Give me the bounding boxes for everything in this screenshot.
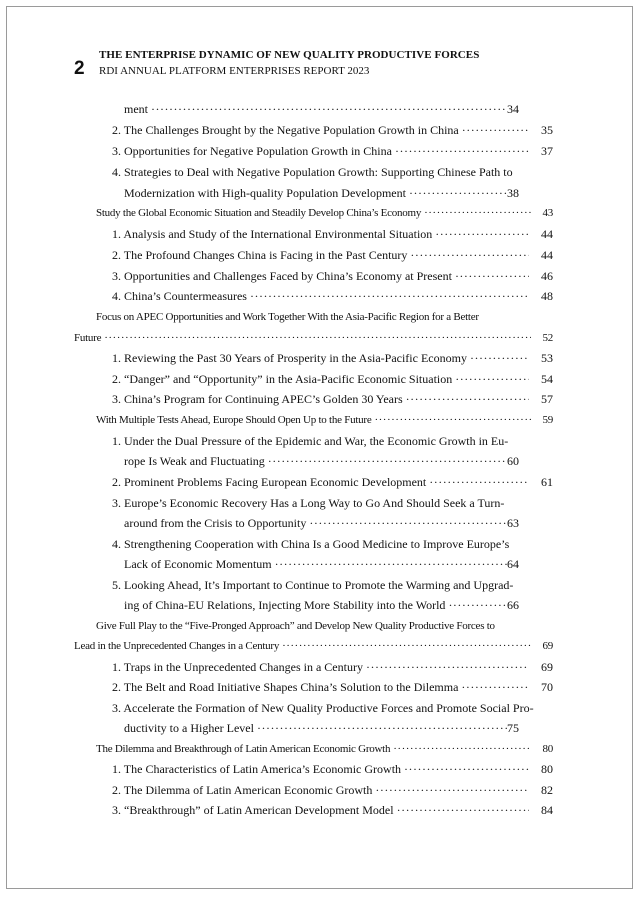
dot-leader: [247, 288, 529, 304]
dot-leader: [432, 226, 529, 242]
toc-page-number: 69: [542, 640, 553, 652]
dot-leader: [401, 761, 529, 777]
toc-entry[interactable]: [112, 495, 553, 511]
toc-entry[interactable]: [96, 205, 553, 221]
toc-page-number: 80: [541, 762, 553, 776]
dot-leader: [452, 371, 529, 387]
toc-page-number: 64: [507, 557, 519, 571]
toc-entry-title: rope Is Weak and Fluctuating: [124, 454, 265, 468]
running-title: THE ENTERPRISE DYNAMIC OF NEW QUALITY PRODUCTIVE FORCES: [99, 49, 480, 61]
toc-page-number: 44: [541, 227, 553, 241]
toc-entry-title: Modernization with High-quality Population Development: [124, 186, 406, 200]
toc-page-number: 60: [507, 454, 519, 468]
dot-leader: [445, 597, 507, 613]
toc-entry[interactable]: [112, 164, 553, 180]
toc-page-number: 54: [541, 372, 553, 386]
dot-leader: [390, 741, 530, 757]
toc-page-number: 48: [541, 289, 553, 303]
toc-page-number: 37: [541, 144, 553, 158]
toc-page-number: 53: [541, 351, 553, 365]
toc-entry[interactable]: [112, 577, 553, 593]
toc-entry-title: 2. Prominent Problems Facing European Economic Development: [112, 475, 427, 489]
toc-entry[interactable]: [124, 101, 519, 117]
dot-leader: [148, 101, 507, 117]
toc-entry-title: 4. Strengthening Cooperation with China Is a Good Medicine to Improve Europe’s: [112, 537, 510, 551]
toc-entry[interactable]: [112, 679, 553, 695]
toc-entry[interactable]: [112, 433, 553, 449]
toc-entry-title: 2. The Belt and Road Initiative Shapes China’s Solution to the Dilemma: [112, 680, 459, 694]
toc-entry[interactable]: [112, 226, 553, 242]
toc-page-number: 84: [541, 803, 553, 817]
toc-entry-title: 3. Accelerate the Formation of New Quality Productive Forces and Promote Social Pro-: [112, 701, 534, 715]
toc-page-number: 82: [541, 783, 553, 797]
toc-entry[interactable]: [112, 782, 553, 798]
toc-entry[interactable]: [112, 268, 553, 284]
dot-leader: [459, 122, 529, 138]
dot-leader: [407, 247, 529, 263]
toc-entry-title: Lack of Economic Momentum: [124, 557, 272, 571]
toc-entry-title: 5. Looking Ahead, It’s Important to Continue to Promote the Warming and Upgrad-: [112, 578, 514, 592]
toc-entry[interactable]: [112, 247, 553, 263]
dot-leader: [458, 679, 529, 695]
toc-page-number: 75: [507, 721, 519, 735]
toc-entry[interactable]: [112, 391, 553, 407]
toc-entry[interactable]: [96, 309, 553, 325]
toc-page-number: 59: [542, 414, 553, 426]
toc-entry[interactable]: [74, 638, 553, 654]
dot-leader: [371, 412, 530, 428]
toc-entry-title: 3. China’s Program for Continuing APEC’s Golden 30 Years: [112, 392, 403, 406]
toc-entry-title: ing of China-EU Relations, Injecting More Stability into the World: [124, 598, 446, 612]
toc-entry-title: ment: [124, 102, 148, 116]
toc-page-number: 70: [541, 680, 553, 694]
toc-entry[interactable]: [124, 597, 519, 613]
toc-entry[interactable]: [112, 122, 553, 138]
dot-leader: [254, 720, 507, 736]
toc-entry[interactable]: [112, 536, 553, 552]
dot-leader: [265, 453, 507, 469]
toc-page-number: 66: [507, 598, 519, 612]
toc-entry[interactable]: [112, 288, 553, 304]
dot-leader: [306, 515, 507, 531]
toc-entry[interactable]: [112, 659, 553, 675]
dot-leader: [372, 782, 529, 798]
toc-page-number: 38: [507, 186, 519, 200]
toc-entry[interactable]: [112, 700, 553, 716]
toc-page-number: 35: [541, 123, 553, 137]
book-page: [6, 6, 633, 889]
dot-leader: [403, 391, 529, 407]
toc-page-number: 63: [507, 516, 519, 530]
toc-page-number: 43: [542, 207, 553, 219]
dot-leader: [426, 474, 529, 490]
toc-page-number: 44: [541, 248, 553, 262]
toc-entry[interactable]: [124, 515, 519, 531]
toc-entry[interactable]: [112, 350, 553, 366]
toc-page-number: 52: [542, 332, 553, 344]
toc-entry-title: Lead in the Unprecedented Changes in a Century: [74, 640, 280, 652]
toc-entry[interactable]: [112, 371, 553, 387]
toc-entry-title: The Dilemma and Breakthrough of Latin American Economic Growth: [96, 743, 391, 755]
toc-page-number: 46: [541, 269, 553, 283]
dot-leader: [421, 205, 530, 221]
toc-entry-title: 2. The Profound Changes China is Facing in the Past Century: [112, 248, 408, 262]
toc-entry-title: 1. Traps in the Unprecedented Changes in a Century: [112, 660, 363, 674]
toc-entry-title: Future: [74, 332, 102, 344]
toc-entry-title: 2. The Challenges Brought by the Negative Population Growth in China: [112, 123, 459, 137]
page-number: 2: [74, 58, 85, 79]
toc-entry-title: With Multiple Tests Ahead, Europe Should Open Up to the Future: [96, 414, 372, 426]
toc-entry-title: around from the Crisis to Opportunity: [124, 516, 307, 530]
toc-entry[interactable]: [74, 330, 553, 346]
toc-page-number: 34: [507, 102, 519, 116]
dot-leader: [272, 556, 507, 572]
dot-leader: [363, 659, 529, 675]
toc-entry[interactable]: [124, 720, 519, 736]
toc-entry[interactable]: [112, 761, 553, 777]
toc-page-number: 69: [541, 660, 553, 674]
toc-entry[interactable]: [112, 474, 553, 490]
toc-page-number: 57: [541, 392, 553, 406]
toc-entry-title: Focus on APEC Opportunities and Work Together With the Asia-Pacific Region for a Better: [96, 311, 479, 323]
toc-entry[interactable]: [124, 185, 519, 201]
toc-entry-title: 3. Europe’s Economic Recovery Has a Long Way to Go And Should Seek a Turn-: [112, 496, 505, 510]
dot-leader: [392, 143, 529, 159]
dot-leader: [279, 638, 530, 654]
toc-entry-title: 3. “Breakthrough” of Latin American Development Model: [112, 803, 394, 817]
toc-entry[interactable]: [124, 556, 519, 572]
toc-entry[interactable]: [96, 618, 553, 634]
toc-entry[interactable]: [96, 412, 553, 428]
toc-entry[interactable]: [96, 741, 553, 757]
dot-leader: [101, 330, 530, 346]
toc-entry-title: 3. Opportunities and Challenges Faced by China’s Economy at Present: [112, 269, 452, 283]
dot-leader: [452, 268, 529, 284]
running-header: [7, 7, 632, 97]
toc-page-number: 80: [542, 743, 553, 755]
toc-entry[interactable]: [112, 143, 553, 159]
toc-entry[interactable]: [112, 802, 553, 818]
toc-entry-title: Give Full Play to the “Five-Pronged Approach” and Develop New Quality Productive Forces to: [96, 620, 495, 632]
toc-entry-title: ductivity to a Higher Level: [124, 721, 254, 735]
toc-entry[interactable]: [124, 453, 519, 469]
toc-entry-title: Study the Global Economic Situation and Steadily Develop China’s Economy: [96, 207, 422, 219]
dot-leader: [406, 185, 507, 201]
toc-entry-title: 3. Opportunities for Negative Population Growth in China: [112, 144, 392, 158]
toc-entry-title: 1. The Characteristics of Latin America’s Economic Growth: [112, 762, 402, 776]
toc-entry-title: 4. China’s Countermeasures: [112, 289, 247, 303]
toc-entry-title: 2. The Dilemma of Latin American Economic Growth: [112, 783, 373, 797]
toc-page-number: 61: [541, 475, 553, 489]
toc-entry-title: 2. “Danger” and “Opportunity” in the Asia-Pacific Economic Situation: [112, 372, 453, 386]
dot-leader: [467, 350, 529, 366]
running-subtitle: RDI ANNUAL PLATFORM ENTERPRISES REPORT 2023: [99, 65, 370, 77]
dot-leader: [394, 802, 529, 818]
toc-entry-title: 1. Reviewing the Past 30 Years of Prosperity in the Asia-Pacific Economy: [112, 351, 467, 365]
toc-entry-title: 1. Analysis and Study of the International Environmental Situation: [112, 227, 433, 241]
toc-entry-title: 4. Strategies to Deal with Negative Population Growth: Supporting Chinese Path to: [112, 165, 513, 179]
toc-entry-title: 1. Under the Dual Pressure of the Epidemic and War, the Economic Growth in Eu-: [112, 434, 509, 448]
